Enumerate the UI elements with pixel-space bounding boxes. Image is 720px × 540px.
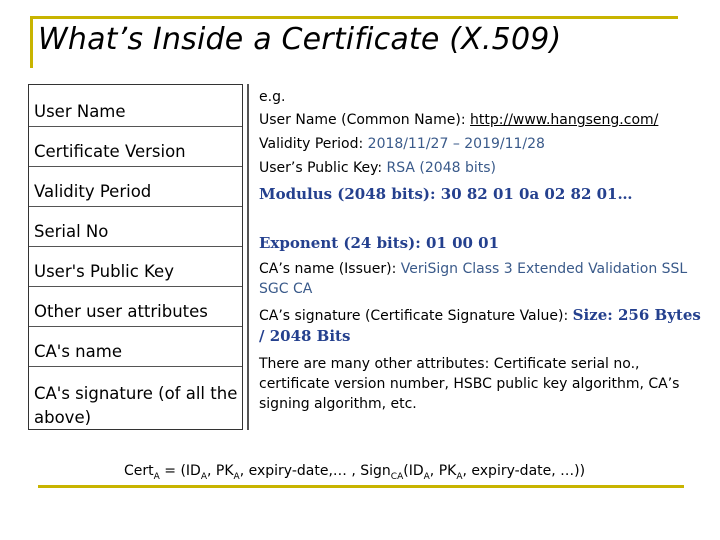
field-divider bbox=[29, 366, 242, 367]
detail-public-key-label: User’s Public Key: bbox=[259, 160, 387, 176]
field-public-key: User's Public Key bbox=[34, 262, 174, 281]
field-other-attributes: Other user attributes bbox=[34, 302, 208, 321]
detail-signature bbox=[259, 305, 709, 347]
formula-sub: A bbox=[200, 471, 207, 482]
formula-part: (ID bbox=[403, 463, 424, 479]
title-accent-bar bbox=[30, 16, 678, 19]
detail-user-name-label: User Name (Common Name): bbox=[259, 112, 471, 128]
detail-user-name-link[interactable]: http://www.hangseng.com/ bbox=[470, 112, 659, 128]
field-validity-period: Validity Period bbox=[34, 182, 152, 201]
field-divider bbox=[29, 326, 242, 327]
slide-title: What’s Inside a Certificate (X.509) bbox=[38, 22, 562, 57]
detail-modulus: Modulus (2048 bits): 30 82 01 0a 02 82 01… bbox=[259, 185, 633, 203]
detail-public-key bbox=[259, 158, 496, 178]
field-serial-no: Serial No bbox=[34, 222, 109, 241]
detail-validity bbox=[259, 134, 545, 154]
field-divider bbox=[29, 246, 242, 247]
formula-sub: A bbox=[423, 471, 430, 482]
field-divider bbox=[29, 206, 242, 207]
certificate-formula bbox=[120, 463, 589, 482]
detail-issuer-label: CA’s name (Issuer): bbox=[259, 261, 401, 277]
detail-public-key-value: RSA (2048 bits) bbox=[386, 160, 496, 176]
title-accent-bar-left bbox=[30, 16, 33, 68]
formula-part: , PK bbox=[429, 463, 457, 479]
field-ca-signature: CA's signature (of all the above) bbox=[34, 384, 238, 427]
formula-sub: CA bbox=[390, 471, 404, 482]
detail-issuer bbox=[259, 259, 704, 299]
field-certificate-version: Certificate Version bbox=[34, 142, 186, 161]
detail-user-name bbox=[259, 110, 658, 130]
example-label: e.g. bbox=[259, 89, 286, 105]
formula-part: = (ID bbox=[159, 463, 201, 479]
detail-issuer-value: VeriSign Class 3 Extended Validation SSL SGC CA bbox=[259, 261, 688, 297]
detail-validity-label: Validity Period: bbox=[259, 136, 368, 152]
details-divider bbox=[247, 84, 249, 430]
field-ca-name: CA's name bbox=[34, 342, 122, 361]
detail-exponent: Exponent (24 bits): 01 00 01 bbox=[259, 234, 500, 252]
formula-part: , expiry-date, …)) bbox=[462, 463, 586, 479]
detail-signature-label: CA’s signature (Certificate Signature Value): bbox=[259, 308, 573, 324]
detail-validity-value: 2018/11/27 – 2019/11/28 bbox=[367, 136, 545, 152]
formula-part: , expiry-date,… , Sign bbox=[239, 463, 391, 479]
formula-sub: A bbox=[233, 471, 240, 482]
field-divider bbox=[29, 166, 242, 167]
formula-part: , PK bbox=[207, 463, 234, 479]
bottom-accent-bar bbox=[38, 485, 684, 488]
detail-signature-value: Size: 256 Bytes / 2048 Bits bbox=[259, 306, 701, 345]
field-divider bbox=[29, 286, 242, 287]
detail-other-attributes: There are many other attributes: Certificate serial no., certificate version number, HSBC public key algorithm, CA’s signing algorithm, etc. bbox=[259, 356, 680, 412]
formula-sub: A bbox=[456, 471, 463, 482]
certificate-fields-box bbox=[28, 84, 243, 430]
formula-sub: A bbox=[153, 471, 160, 482]
formula-cert: Cert bbox=[124, 463, 154, 479]
field-divider bbox=[29, 126, 242, 127]
field-user-name: User Name bbox=[34, 102, 126, 121]
